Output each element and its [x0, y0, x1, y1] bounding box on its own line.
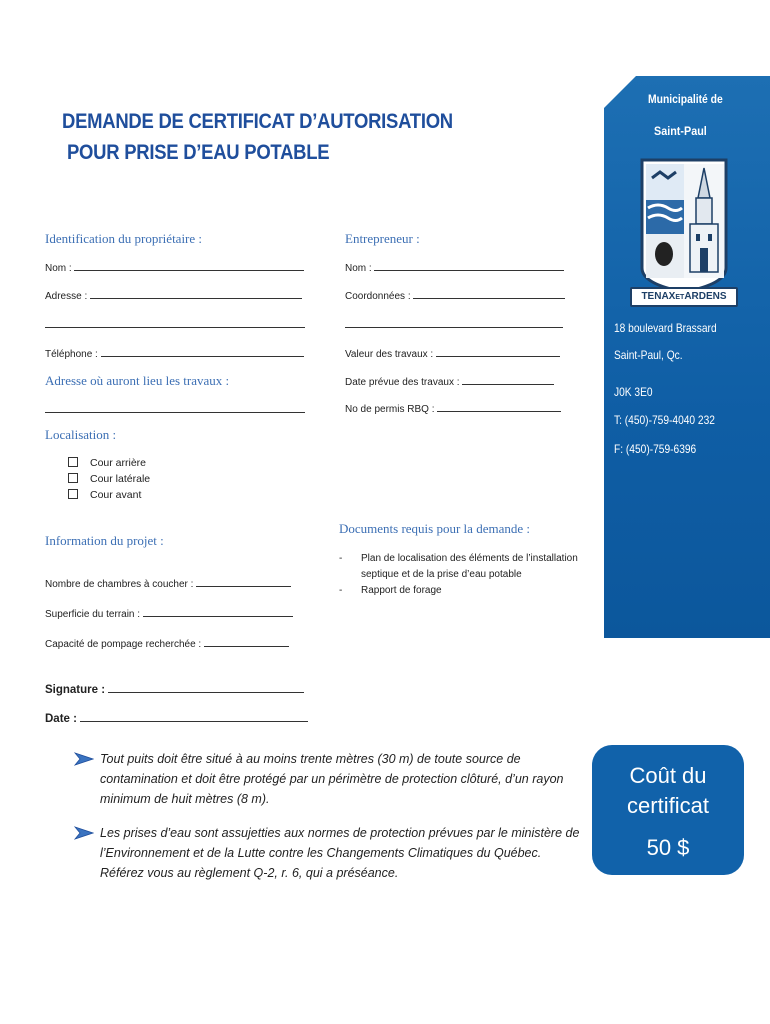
note-wells: [74, 749, 574, 811]
certificate-cost-badge: [592, 745, 744, 875]
area-label: Superficie du terrain :: [45, 609, 141, 620]
page-title: DEMANDE DE CERTIFICAT D’AUTORISATION: [62, 110, 453, 133]
owner-phone-line: [101, 347, 304, 357]
owner-phone-label: Téléphone :: [45, 349, 98, 360]
address-line2: Saint-Paul, Qc.: [614, 348, 683, 362]
works-address-heading: Adresse où auront lieu les travaux :: [45, 373, 230, 388]
works-value-field[interactable]: [345, 347, 560, 360]
arrow-bullet-icon: [74, 752, 94, 766]
works-value-line: [436, 347, 560, 357]
signature-label: Signature :: [45, 684, 106, 696]
owner-address-field[interactable]: [45, 289, 302, 302]
owner-address-label: Adresse :: [45, 291, 88, 302]
works-date-field[interactable]: [345, 375, 554, 388]
works-address-line: [45, 403, 305, 413]
fax-number: F: (450)-759-6396: [614, 442, 697, 456]
municipality-name-line1: Municipalité de: [648, 94, 723, 106]
contractor-name-label: Nom :: [345, 263, 372, 274]
documents-list: [339, 551, 579, 599]
cost-amount: 50 $: [646, 835, 690, 860]
dash-bullet: -: [339, 553, 343, 564]
checkbox-icon[interactable]: [68, 489, 78, 499]
owner-name-line: [74, 261, 304, 271]
dash-bullet: -: [339, 585, 343, 596]
area-field[interactable]: [45, 607, 293, 620]
list-item: [339, 583, 579, 599]
checkbox-cour-arriere[interactable]: [68, 457, 146, 469]
bedrooms-label: Nombre de chambres à coucher :: [45, 579, 194, 590]
project-heading: Information du projet :: [45, 533, 164, 548]
owner-address-line2: [45, 318, 305, 328]
contractor-name-line: [374, 261, 564, 271]
works-value-label: Valeur des travaux :: [345, 349, 434, 360]
checkbox-cour-avant[interactable]: [68, 489, 141, 501]
arrow-bullet-icon: [74, 826, 94, 840]
list-item: [339, 551, 579, 583]
contractor-coords-label: Coordonnées :: [345, 291, 411, 302]
works-date-line: [462, 375, 554, 385]
bedrooms-field[interactable]: [45, 577, 291, 590]
municipality-name-line2: Saint-Paul: [654, 124, 707, 138]
contractor-name-field[interactable]: [345, 261, 564, 274]
rbq-field[interactable]: [345, 402, 561, 415]
owner-phone-field[interactable]: [45, 347, 304, 360]
contractor-heading: Entrepreneur :: [345, 231, 420, 246]
contractor-coords-line2-field[interactable]: [345, 318, 563, 331]
owner-name-field[interactable]: [45, 261, 304, 274]
works-date-label: Date prévue des travaux :: [345, 377, 460, 388]
signature-line: [108, 682, 304, 693]
pumping-field[interactable]: [45, 637, 289, 650]
document-item-text: Rapport de forage: [361, 585, 442, 596]
checkbox-label: Cour avant: [90, 489, 142, 501]
cost-label-line1: Coût du: [629, 763, 707, 788]
pumping-label: Capacité de pompage recherchée :: [45, 639, 202, 650]
checkbox-label: Cour arrière: [90, 457, 147, 469]
sidebar-fold: [604, 76, 636, 108]
date-field[interactable]: [45, 711, 308, 725]
phone-number: T: (450)-759-4040 232: [614, 413, 715, 427]
date-line: [80, 711, 308, 722]
owner-address-line2-field[interactable]: [45, 318, 305, 331]
signature-field[interactable]: [45, 682, 304, 696]
address-line1: 18 boulevard Brassard: [614, 321, 717, 335]
localisation-heading: Localisation :: [45, 427, 117, 442]
checkbox-icon[interactable]: [68, 457, 78, 467]
motto-banner: [630, 287, 738, 307]
area-line: [143, 607, 293, 617]
coat-of-arms-logo: [634, 158, 734, 308]
page-title-line2: POUR PRISE D’EAU POTABLE: [67, 141, 330, 164]
document-item-text: Plan de localisation des éléments de l’installation septique et de la prise d’eau potable: [361, 553, 578, 580]
cost-label-line2: certificat: [627, 793, 709, 818]
owner-name-label: Nom :: [45, 263, 72, 274]
contractor-coords-field[interactable]: [345, 289, 565, 302]
documents-heading: Documents requis pour la demande :: [339, 521, 530, 536]
postal-code: J0K 3E0: [614, 385, 653, 399]
motto-word: TENAX: [641, 291, 676, 302]
note-standards: [74, 823, 580, 885]
owner-address-line: [90, 289, 302, 299]
rbq-label: No de permis RBQ :: [345, 404, 435, 415]
date-label: Date :: [45, 713, 77, 725]
contractor-coords-line: [413, 289, 565, 299]
pumping-line: [204, 637, 289, 647]
checkbox-label: Cour latérale: [90, 473, 151, 485]
motto-word: ET: [675, 294, 685, 301]
checkbox-icon[interactable]: [68, 473, 78, 483]
works-address-field[interactable]: [45, 403, 305, 416]
owner-heading: Identification du propriétaire :: [45, 231, 203, 246]
motto-word: ARDENS: [684, 291, 727, 302]
bedrooms-line: [196, 577, 291, 587]
checkbox-cour-laterale[interactable]: [68, 473, 150, 485]
rbq-line: [437, 402, 561, 412]
contractor-coords-line2: [345, 318, 563, 328]
note-text: Tout puits doit être situé à au moins trente mètres (30 m) de toute source de contamination et doit être protégé par un périmètre de protection clôturé, d’un rayon minimum de huit mètres (8 m).: [100, 752, 564, 806]
note-text: Les prises d’eau sont assujetties aux normes de protection prévues par le ministère de l’Environnement et de la Lutte contre les Changements Climatiques du Québec. Référez vous au règlement Q-2, r. 6, qui a préséance.: [100, 826, 580, 880]
